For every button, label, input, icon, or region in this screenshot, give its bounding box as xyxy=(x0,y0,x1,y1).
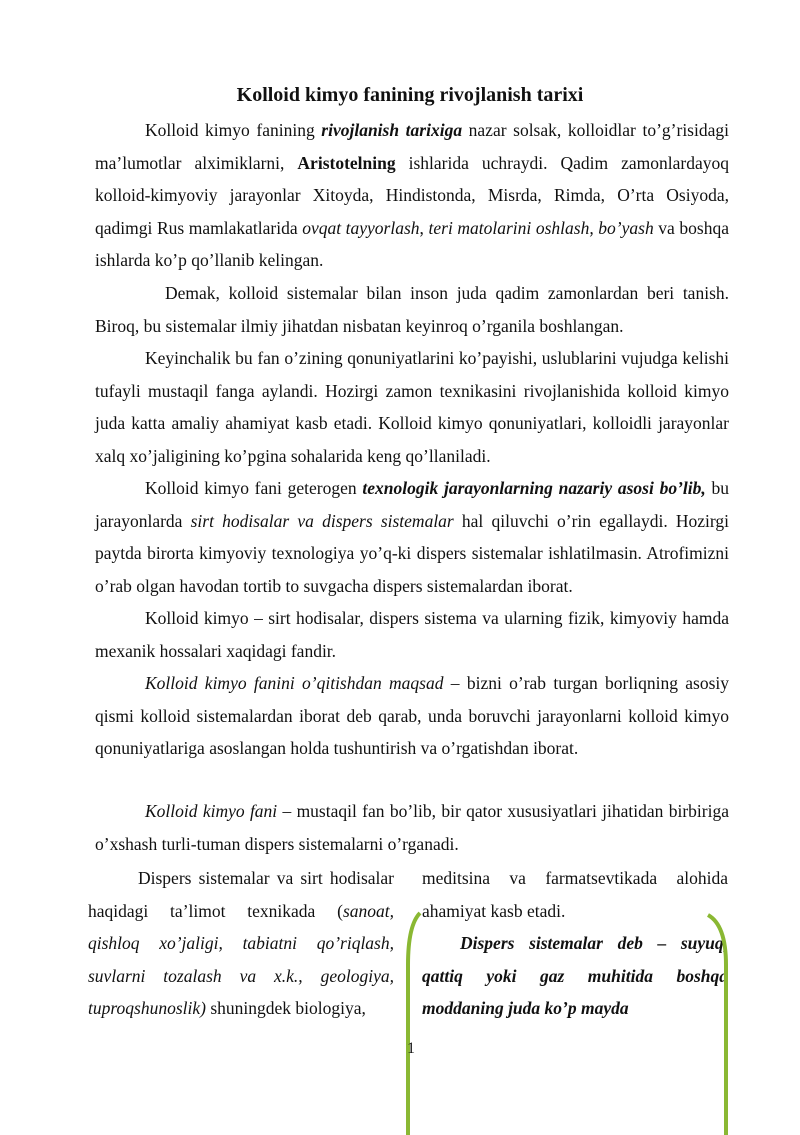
paragraph-text: Keyinchalik bu fan o’zining qonuniyatlarini ko’payishi, uslublarini vujudga kelishi tufayli mustaqil fanga aylandi. Hozirgi zamon texnikasini rivojlanishida kolloid kimyo juda katta amaliy ahamiyat kasb etadi. Kolloid kimyo qonuniyatlari, kolloidli jarayonlar xalq xo’jaligining ko’pgina sohalarida keng qo’llaniladi. xyxy=(95,348,729,466)
text-run: Dispers sistemalar va sirt hodisalar haqidagi ta’limot texnikada ( xyxy=(88,868,394,921)
text-run: Kolloid kimyo fanining xyxy=(145,120,322,140)
paragraph-text: meditsina va farmatsevtikada alohida ahamiyat kasb etadi. xyxy=(422,868,728,921)
text-run: bu jarayonlarda xyxy=(95,478,729,531)
text-run: shuningdek biologiya, xyxy=(205,998,366,1018)
italic-run: Kolloid kimyo fani xyxy=(145,801,278,821)
paragraph-development xyxy=(95,342,729,472)
paragraph-text: Demak, kolloid sistemalar bilan inson juda qadim zamonlardan beri tanish. Biroq, bu sistemalar ilmiy jihatdan nisbatan keyinroq o’rganila boshlangan. xyxy=(95,283,729,336)
italic-run: Kolloid kimyo fanini o’qitishdan maqsad xyxy=(145,673,444,693)
document-title: Kolloid kimyo fanining rivojlanish tarixi xyxy=(236,84,584,106)
definition-text: Dispers sistemalar deb – suyuq, qattiq yoki gaz muhitida boshqa moddaning juda ko’p mayda xyxy=(422,933,728,1018)
paragraph-text: Kolloid kimyo – sirt hodisalar, dispers sistema va ularning fizik, kimyoviy hamda mexanik hossalari xaqidagi fandir. xyxy=(95,608,729,661)
text-run: – bizni o’rab turgan borliqning asosiy qismi kolloid sistemalardan iborat deb qarab, unda boruvchi jarayonlarni kolloid kimyo qonuniyatlariga asoslangan holda tushuntirish va o’rgatishdan iborat. xyxy=(95,673,729,758)
italic-run: sanoat, qishloq xo’jaligi, tabiatni qo’riqlash, suvlarni tozalash va x.k., geologiya, tuproqshunoslik) xyxy=(88,900,394,1018)
paragraph-ancient xyxy=(95,277,729,342)
frame-right-border xyxy=(708,915,726,1135)
paragraph-science xyxy=(95,795,729,860)
text-run: Kolloid kimyo fani geterogen xyxy=(145,478,363,498)
paragraph-history xyxy=(95,114,729,277)
italic-run: ovqat tayyorlash xyxy=(302,217,420,238)
text-run: – mustaqil fan bo’lib, bir qator xususiyatlari jihatidan birbiriga o’xshash turli-tuman dispers sistemalarni o’rganadi. xyxy=(95,801,729,854)
text-run: nazar solsak, kolloidlar to’g’risidagi ma’lumotlar alximiklarni, xyxy=(95,120,729,173)
text-run: , xyxy=(419,217,429,238)
paragraph-purpose xyxy=(95,667,729,765)
decorative-frame xyxy=(400,905,740,1135)
paragraph-definition xyxy=(95,602,729,667)
frame-left-border xyxy=(408,913,420,1135)
text-run: va boshqa ishlarda ko’p qo’llanib kelingan. xyxy=(95,217,729,270)
left-column xyxy=(88,862,394,1025)
emphasis-run: rivojlanish tarixiga xyxy=(321,120,463,140)
italic-run: teri matolarini oshlash, bo’yash xyxy=(428,217,654,238)
italic-run: sirt hodisalar va dispers sistemalar xyxy=(190,510,454,531)
text-run: ishlarida uchraydi. Qadim zamonlardayoq kolloid-kimyoviy jarayonlar Xitoyda, Hindistonda, Misrda, Rimda, O’rta Osiyoda, qadimgi Rus mamlakatlarida xyxy=(95,152,729,238)
bold-run: Aristotelning xyxy=(297,152,396,173)
emphasis-run: texnologik jarayonlarning nazariy asosi bo’lib, xyxy=(362,478,706,498)
text-run: hal qiluvchi o’rin egallaydi. Hozirgi paytda birorta kimyoviy texnologiya yo’q-ki dispers sistemalar ishlatilmasin. Atrofimizni o’rab olgan havodan tortib to suvgacha dispers sistemalardan iborat. xyxy=(95,510,729,596)
page-number: 1 xyxy=(407,1040,415,1057)
paragraph-heterogeneous xyxy=(95,472,729,602)
